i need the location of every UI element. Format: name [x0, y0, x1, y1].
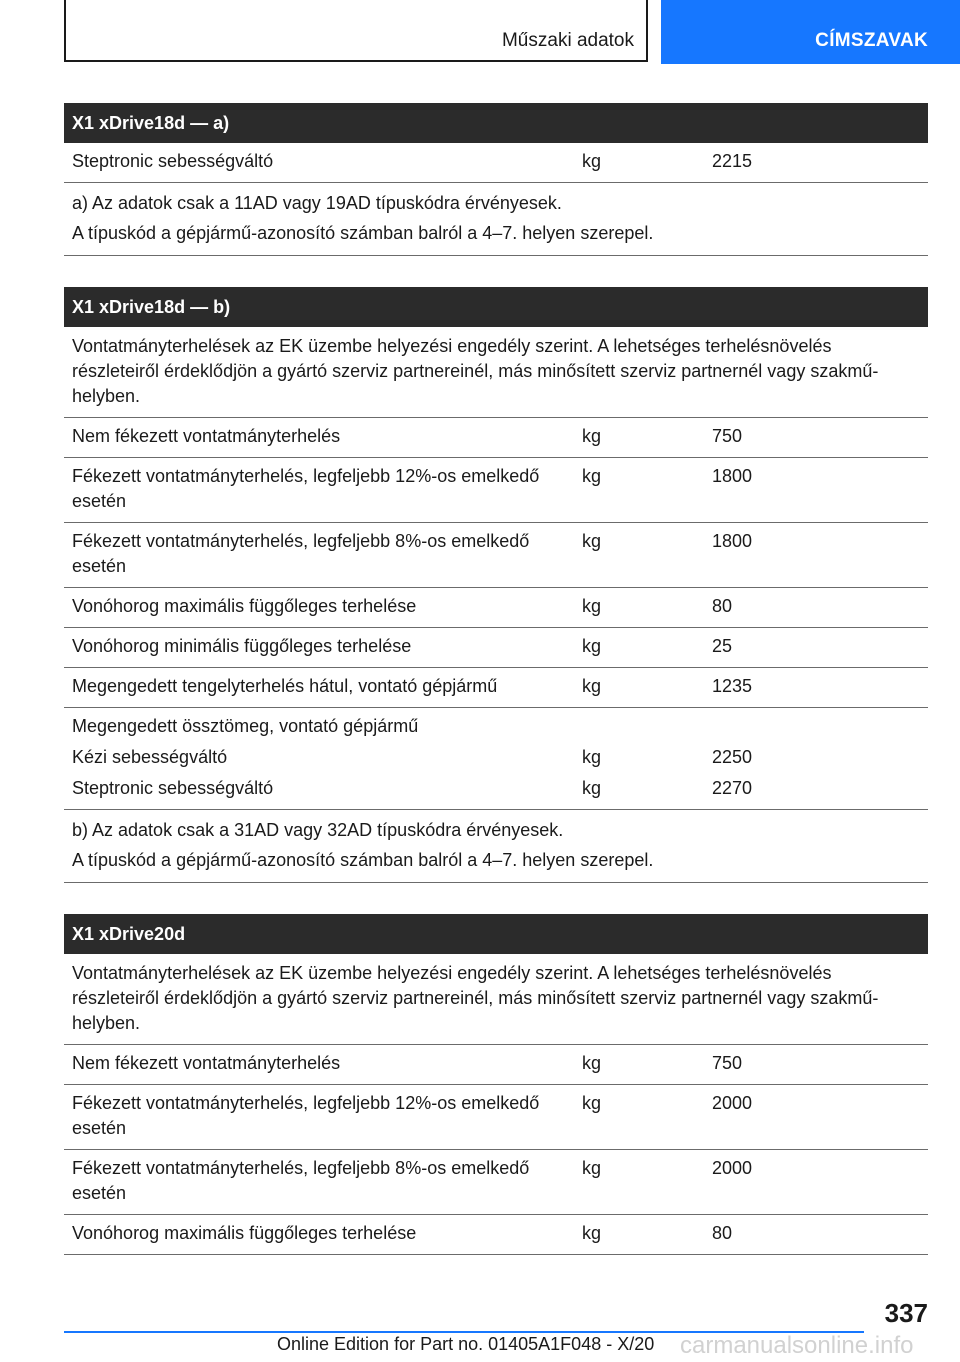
group-label: Megengedett össztömeg, vontató gépjármű: [72, 716, 419, 736]
section-x1-xdrive18d-a: [64, 103, 928, 256]
row-unit: kg: [582, 531, 602, 551]
table-row: [64, 523, 928, 588]
row-label: Steptronic sebességváltó: [72, 778, 274, 798]
footnote-line: A típuskód a gépjármű-azonosító számban balról a 4–7. helyen szerepel.: [72, 223, 654, 243]
row-unit: kg: [582, 466, 602, 486]
row-unit: kg: [582, 426, 602, 446]
row-label: Vonóhorog maximális függőleges terhelése: [72, 596, 417, 616]
row-label: Kézi sebességváltó: [72, 747, 228, 767]
row-unit: kg: [582, 778, 602, 798]
intro-paragraph: Vontatmányterhelések az EK üzembe helyezési engedély szerint. A lehetséges terhelésnövelés részleteiről érdeklődjön a gyártó szerviz partnereinél, más minősített szerviz partnernél vagy szakmű-helyben.: [64, 327, 928, 418]
row-value: 1800: [712, 531, 753, 551]
table-row: [64, 772, 928, 810]
row-label: Vonóhorog minimális függőleges terhelése: [72, 636, 412, 656]
table-row: [64, 1045, 928, 1085]
row-unit: kg: [582, 1053, 602, 1073]
watermark: carmanualsonline.info: [680, 1332, 914, 1359]
row-label: Vonóhorog maximális függőleges terhelése: [72, 1223, 417, 1243]
section-title: X1 xDrive18d — b): [64, 287, 928, 327]
row-label: Fékezett vontatmányterhelés, legfeljebb 8%-os emelkedő esetén: [72, 1158, 530, 1203]
row-value: 2215: [712, 151, 753, 171]
row-value: 25: [712, 636, 733, 656]
row-value: 2270: [712, 778, 753, 798]
row-value: 2000: [712, 1093, 753, 1113]
footnote: [64, 183, 928, 256]
row-unit: kg: [582, 596, 602, 616]
table-row: [64, 143, 928, 183]
table-row: [64, 1150, 928, 1215]
table-row: [64, 588, 928, 628]
table-row: [64, 741, 928, 772]
row-unit: kg: [582, 1158, 602, 1178]
row-label: Nem fékezett vontatmányterhelés: [72, 1053, 341, 1073]
row-value: 80: [712, 1223, 733, 1243]
section-title: X1 xDrive20d: [64, 914, 928, 954]
row-unit: kg: [582, 636, 602, 656]
row-label: Fékezett vontatmányterhelés, legfeljebb 12%-os emelkedő esetén: [72, 1093, 540, 1138]
footnote: [64, 810, 928, 883]
row-unit: kg: [582, 1223, 602, 1243]
table-row: [64, 458, 928, 523]
table-row: [64, 628, 928, 668]
row-unit: kg: [582, 151, 602, 171]
row-label: Steptronic sebességváltó: [72, 151, 274, 171]
footnote-line: b) Az adatok csak a 31AD vagy 32AD típuskódra érvényesek.: [72, 820, 564, 840]
row-unit: kg: [582, 1093, 602, 1113]
row-label: Fékezett vontatmányterhelés, legfeljebb 8%-os emelkedő esetén: [72, 531, 530, 576]
row-label: Megengedett tengelyterhelés hátul, vontató gépjármű: [72, 676, 498, 696]
footnote-line: A típuskód a gépjármű-azonosító számban balról a 4–7. helyen szerepel.: [72, 850, 654, 870]
row-value: 2250: [712, 747, 753, 767]
table-row: [64, 1215, 928, 1255]
row-unit: kg: [582, 747, 602, 767]
table-group-label-row: [64, 708, 928, 741]
row-value: 1800: [712, 466, 753, 486]
row-unit: kg: [582, 676, 602, 696]
table-row: [64, 668, 928, 708]
content: [64, 103, 928, 1255]
table-row: [64, 418, 928, 458]
row-value: 750: [712, 1053, 743, 1073]
row-value: 2000: [712, 1158, 753, 1178]
footnote-line: a) Az adatok csak a 11AD vagy 19AD típuskódra érvényesek.: [72, 193, 562, 213]
row-label: Fékezett vontatmányterhelés, legfeljebb 12%-os emelkedő esetén: [72, 466, 540, 511]
page-number: 337: [884, 1298, 928, 1328]
index-tab-label: CÍMSZAVAK: [815, 30, 928, 51]
row-value: 750: [712, 426, 743, 446]
section-title: X1 xDrive18d — a): [64, 103, 928, 143]
row-value: 80: [712, 596, 733, 616]
section-x1-xdrive18d-b: [64, 287, 928, 883]
table-row: [64, 1085, 928, 1150]
section-tab-label: Műszaki adatok: [501, 30, 634, 51]
index-tab[interactable]: [661, 0, 960, 64]
section-tab[interactable]: [64, 0, 648, 62]
row-label: Nem fékezett vontatmányterhelés: [72, 426, 341, 446]
edition-text: Online Edition for Part no. 01405A1F048 - X/20: [277, 1334, 655, 1354]
intro-paragraph: Vontatmányterhelések az EK üzembe helyezési engedély szerint. A lehetséges terhelésnövelés részleteiről érdeklődjön a gyártó szerviz partnereinél, más minősített szerviz partnernél vagy szakmű-helyben.: [64, 954, 928, 1045]
row-value: 1235: [712, 676, 753, 696]
section-x1-xdrive20d: [64, 914, 928, 1255]
